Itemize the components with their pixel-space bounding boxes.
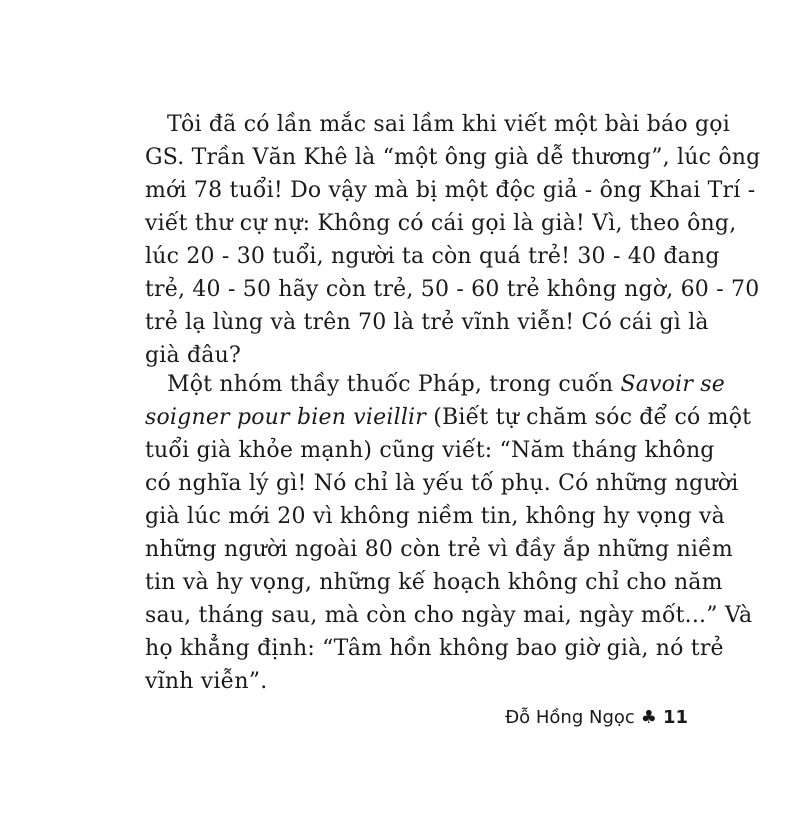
text-line: có nghĩa lý gì! Nó chỉ là yếu tố phụ. Có những người	[145, 471, 739, 496]
text-line: GS. Trần Văn Khê là “một ông già dễ thương”, lúc ông	[145, 145, 761, 170]
text-segment: Một nhóm thầy thuốc Pháp, trong cuốn	[167, 372, 621, 397]
text-line: vĩnh viễn”.	[145, 669, 268, 694]
book-title-italic: soigner pour bien vieillir	[145, 405, 427, 430]
text-line: già lúc mới 20 vì không niềm tin, không hy vọng và	[145, 504, 725, 529]
paragraph-1	[145, 108, 761, 372]
text-line: sau, tháng sau, mà còn cho ngày mai, ngày mốt...” Và	[145, 603, 753, 628]
text-line: những người ngoài 80 còn trẻ vì đầy ắp những niềm	[145, 537, 733, 562]
page-number: 11	[662, 707, 688, 728]
text-line: trẻ lạ lùng và trên 70 là trẻ vĩnh viễn! Có cái gì là	[145, 310, 709, 335]
text-segment: (Biết tự chăm sóc để có một	[426, 405, 752, 430]
text-line: già đâu?	[145, 343, 241, 368]
text-line	[145, 401, 752, 434]
text-line: trẻ, 40 - 50 hãy còn trẻ, 50 - 60 trẻ không ngờ, 60 - 70	[145, 277, 760, 302]
text-line: tuổi già khỏe mạnh) cũng viết: “Năm tháng không	[145, 438, 715, 463]
author-name: Đỗ Hồng Ngọc	[505, 707, 635, 728]
book-title-italic: Savoir se	[620, 372, 725, 397]
text-line: Tôi đã có lần mắc sai lầm khi viết một bài báo gọi	[167, 112, 730, 137]
text-line: họ khẳng định: “Tâm hồn không bao giờ già, nó trẻ	[145, 636, 724, 661]
paragraph-2	[145, 368, 753, 698]
text-line: lúc 20 - 30 tuổi, người ta còn quá trẻ! 30 - 40 đang	[145, 244, 720, 269]
text-line	[145, 368, 725, 401]
text-line: tin và hy vọng, những kế hoạch không chỉ cho năm	[145, 570, 723, 595]
club-icon: ♣	[640, 706, 657, 728]
text-line: mới 78 tuổi! Do vậy mà bị một độc giả - ông Khai Trí -	[145, 178, 756, 203]
text-line: viết thư cự nự: Không có cái gọi là già! Vì, theo ông,	[145, 211, 737, 236]
page-footer	[505, 707, 688, 728]
